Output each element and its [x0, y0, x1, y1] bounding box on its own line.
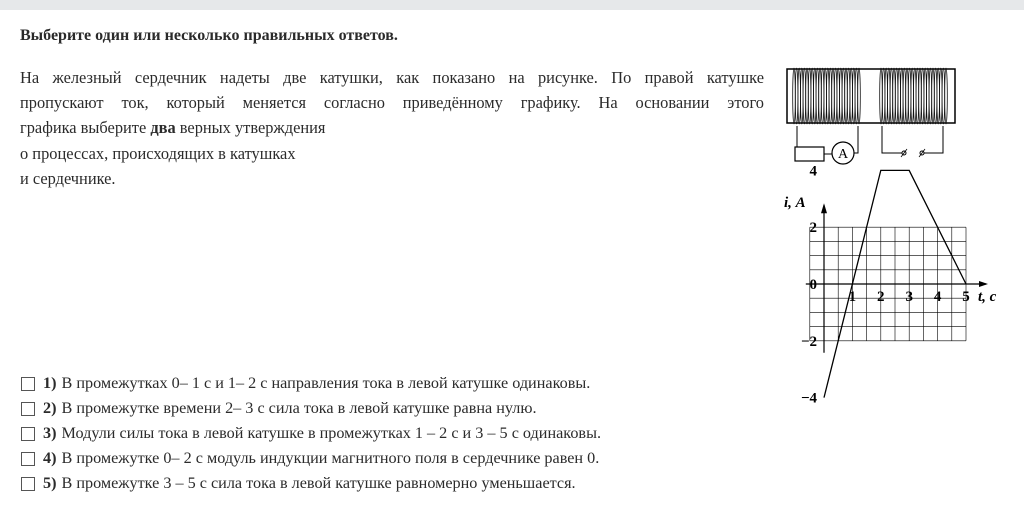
emphasis-two: два [150, 118, 176, 138]
y-axis-arrow [821, 203, 827, 213]
x-axis-label: t, с [978, 289, 997, 305]
option-1[interactable] [21, 371, 601, 396]
right-wire-2 [924, 126, 943, 153]
coils-figure [780, 62, 960, 172]
y-tick-label: −4 [800, 390, 817, 407]
answer-options [21, 371, 601, 496]
option-1-text: В промежутках 0– 1 с и 1– 2 с направления тока в левой катушке одинаковы. [61, 374, 591, 392]
resistor [795, 147, 824, 161]
right-wire-1 [882, 126, 902, 153]
option-1-num: 1) [43, 374, 57, 392]
checkbox-5[interactable] [21, 477, 35, 491]
option-3[interactable] [21, 421, 601, 446]
ammeter-label: A [837, 147, 849, 162]
option-5-text: В промежутке 3 – 5 с сила тока в левой катушке равномерно уменьшается. [61, 474, 576, 492]
x-tick-label: 3 [905, 289, 913, 305]
option-3-text: Модули силы тока в левой катушке в промежутках 1 – 2 с и 3 – 5 с одинаковы. [61, 424, 601, 442]
checkbox-2[interactable] [21, 402, 35, 416]
checkbox-4[interactable] [21, 452, 35, 466]
option-4-num: 4) [43, 449, 57, 467]
left-wire-3 [854, 126, 858, 153]
chart-axes [806, 203, 988, 353]
option-4[interactable] [21, 446, 601, 471]
option-4-text: В промежутке 0– 2 с модуль индукции магнитного поля в сердечнике равен 0. [61, 449, 600, 467]
left-coil [793, 68, 861, 124]
option-2-num: 2) [43, 399, 57, 417]
right-coil [880, 68, 948, 124]
x-tick-label: 1 [848, 289, 857, 305]
option-2[interactable] [21, 396, 601, 421]
x-tick-label: 2 [877, 289, 885, 305]
y-tick-label: 2 [809, 220, 817, 237]
option-2-text: В промежутке времени 2– 3 с сила тока в левой катушке равна нулю. [61, 399, 537, 417]
option-5-num: 5) [43, 474, 57, 492]
question-line-2: пропускают ток, который меняется согласно приведённому графику. На основании этого [20, 93, 764, 113]
question-line-3: графика выберите два верных утверждения [20, 118, 326, 138]
y-tick-label: −2 [800, 333, 817, 350]
top-bar [0, 0, 1024, 10]
option-5[interactable] [21, 471, 601, 496]
y-tick-label: 4 [809, 163, 817, 180]
instruction-text: Выберите один или несколько правильных ответов. [20, 27, 398, 44]
question-text [20, 65, 764, 191]
x-axis-arrow [979, 281, 988, 287]
question-line-1: На железный сердечник надеты две катушки, как показано на рисунке. По правой катушке [20, 68, 764, 87]
question-line-4: о процессах, происходящих в катушках [20, 143, 296, 163]
question-line-5: и сердечнике. [20, 168, 116, 188]
option-3-num: 3) [43, 424, 57, 442]
x-tick-label: 5 [962, 289, 970, 305]
y-axis-label: i, А [784, 195, 806, 211]
checkbox-1[interactable] [21, 377, 35, 391]
y-tick-label: 0 [809, 277, 817, 293]
checkbox-3[interactable] [21, 427, 35, 441]
x-tick-label: 4 [933, 289, 942, 305]
iron-core [787, 69, 955, 123]
current-time-chart [778, 163, 1018, 407]
